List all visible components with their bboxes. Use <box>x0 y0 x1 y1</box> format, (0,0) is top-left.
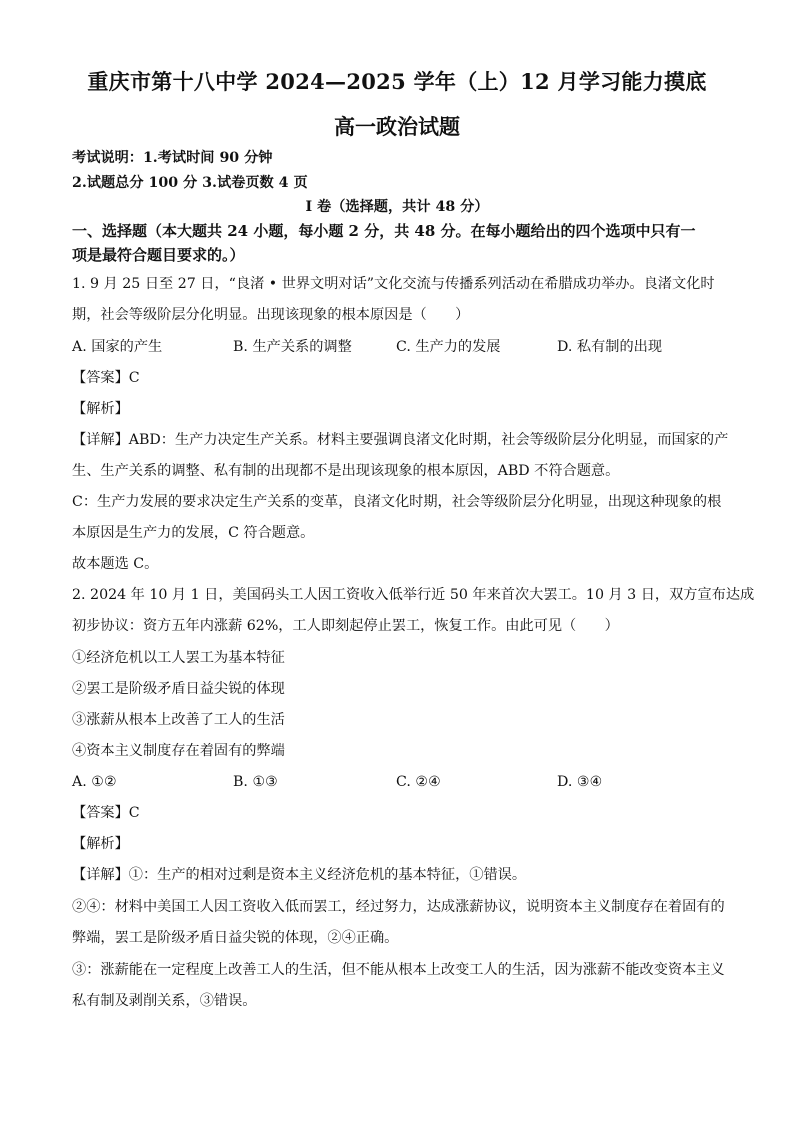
q2-detail-line1: 【详解】①：生产的相对过剩是资本主义经济危机的基本特征，①错误。 <box>72 867 527 883</box>
q2-detail-line4: ③：涨薪能在一定程度上改善工人的生活，但不能从根本上改变工人的生活，因为涨薪不能改变资本主义 <box>72 962 725 978</box>
section-title: I 卷（选择题，共计 48 分） <box>305 199 489 215</box>
q2-option-a: A. ①② <box>72 774 117 790</box>
exam-subtitle: 高一政治试题 <box>334 114 460 139</box>
q1-option-b: B. 生产关系的调整 <box>233 339 352 355</box>
q1-conclusion: 故本题选 C。 <box>72 556 159 572</box>
q2-statement-2: ②罢工是阶级矛盾日益尖锐的体现 <box>72 681 285 697</box>
q2-stem-line2: 初步协议：资方五年内涨薪 62%，工人即刻起停止罢工，恢复工作。由此可见（ ） <box>72 618 619 634</box>
q1-option-a: A. 国家的产生 <box>72 339 163 355</box>
q1-option-d: D. 私有制的出现 <box>557 339 663 355</box>
exam-instructions-line1: 考试说明：1.考试时间 90 分钟 <box>72 150 273 166</box>
exam-instructions-line2: 2.试题总分 100 分 3.试卷页数 4 页 <box>72 175 308 191</box>
q2-detail-line3: 弊端，罢工是阶级矛盾日益尖锐的体现，②④正确。 <box>72 930 399 946</box>
q2-analysis-label: 【解析】 <box>72 836 129 852</box>
q2-statement-1: ①经济危机以工人罢工为基本特征 <box>72 650 285 666</box>
q2-detail-line5: 私有制及剥削关系，③错误。 <box>72 993 257 1009</box>
q2-answer: 【答案】C <box>72 805 140 821</box>
section-heading-line1: 一、选择题（本大题共 24 小题，每小题 2 分，共 48 分。在每小题给出的四个选项中只有一 <box>72 222 696 240</box>
section-heading-line2: 项是最符合题目要求的。） <box>72 246 245 264</box>
q2-option-d: D. ③④ <box>557 774 603 790</box>
exam-title: 重庆市第十八中学 2024—2025 学年（上）12 月学习能力摸底 <box>87 69 707 94</box>
q1-detail-line1: 【详解】ABD：生产力决定生产关系。材料主要强调良渚文化时期，社会等级阶层分化明显，而国家的产 <box>72 432 729 448</box>
q2-option-c: C. ②④ <box>396 774 441 790</box>
q1-stem-line1: 1. 9 月 25 日至 27 日，“良渚 • 世界文明对话”文化交流与传播系列活动在希腊成功举办。良渚文化时 <box>72 276 715 292</box>
q1-option-c: C. 生产力的发展 <box>396 339 501 355</box>
q1-detail-line4: 本原因是生产力的发展，C 符合题意。 <box>72 525 315 541</box>
q1-answer: 【答案】C <box>72 370 140 386</box>
q2-stem-line1: 2. 2024 年 10 月 1 日，美国码头工人因工资收入低举行近 50 年来首次大罢工。10 月 3 日，双方宣布达成 <box>72 587 755 603</box>
q1-detail-line2: 生、生产关系的调整、私有制的出现都不是出现该现象的根本原因，ABD 不符合题意。 <box>72 463 620 479</box>
q1-detail-line3: C：生产力发展的要求决定生产关系的变革，良渚文化时期，社会等级阶层分化明显，出现这种现象的根 <box>72 494 722 510</box>
q1-stem-line2: 期，社会等级阶层分化明显。出现该现象的根本原因是（ ） <box>72 307 470 323</box>
q1-analysis-label: 【解析】 <box>72 401 129 417</box>
q2-statement-3: ③涨薪从根本上改善了工人的生活 <box>72 712 285 728</box>
q2-statement-4: ④资本主义制度存在着固有的弊端 <box>72 743 285 759</box>
q2-option-b: B. ①③ <box>233 774 278 790</box>
q2-detail-line2: ②④：材料中美国工人因工资收入低而罢工，经过努力，达成涨薪协议，说明资本主义制度存在着固有的 <box>72 899 725 915</box>
